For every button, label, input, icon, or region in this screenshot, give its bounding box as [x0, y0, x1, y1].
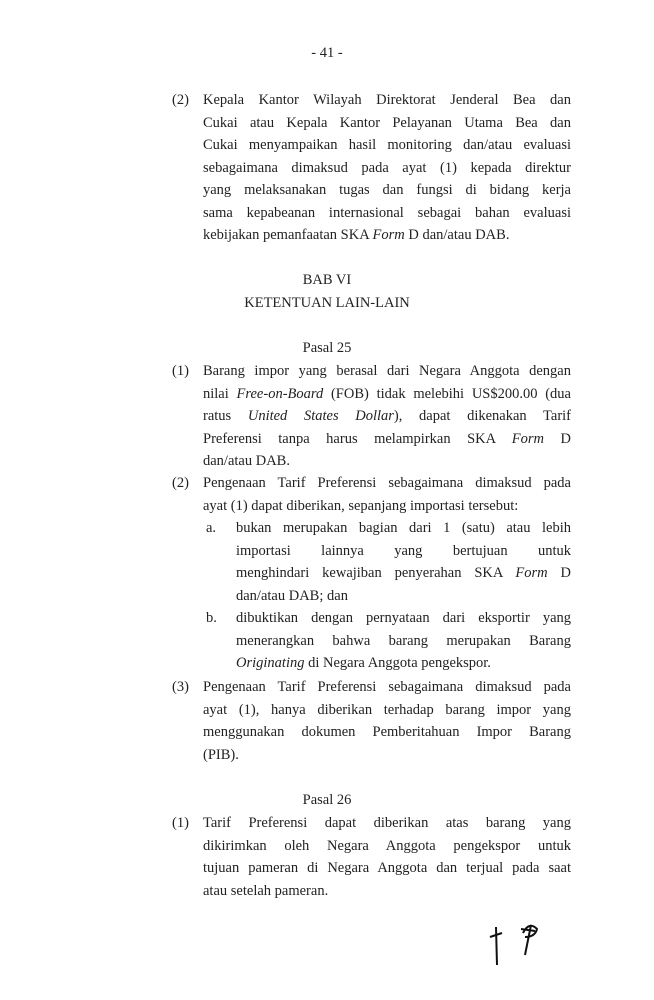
paragraph — [203, 472, 571, 517]
chapter-subtitle: KETENTUAN LAIN-LAIN — [244, 295, 410, 311]
text-line — [203, 202, 571, 225]
text-segment: ratus — [203, 408, 248, 424]
text-segment: Pengenaan Tarif Preferensi sebagaimana dimaksud pada — [203, 475, 571, 491]
text-segment: atau setelah pameran. — [203, 882, 329, 899]
text-line — [203, 428, 571, 451]
text-line — [203, 676, 571, 699]
item-number: (1) — [172, 363, 189, 379]
text-line — [236, 517, 571, 540]
text-segment: dan/atau DAB; dan — [236, 587, 348, 604]
text-line — [203, 721, 571, 744]
text-segment: ayat (1) dapat diberikan, sepanjang importasi tersebut: — [203, 497, 519, 514]
text-segment: (PIB). — [203, 746, 239, 763]
text-segment: Cukai atau Kepala Kantor Pelayanan Utama Bea dan — [203, 114, 571, 131]
text-line — [203, 857, 571, 880]
italic-text: Originating — [236, 655, 305, 671]
item-number: (2) — [172, 92, 189, 108]
text-line — [203, 134, 571, 157]
text-line — [203, 383, 571, 406]
sub-paragraph — [236, 607, 571, 675]
text-line — [203, 880, 571, 903]
text-segment: Tarif Preferensi dapat diberikan atas barang yang — [203, 815, 571, 831]
text-segment: Pengenaan Tarif Preferensi sebagaimana dimaksud pada — [203, 679, 571, 695]
page-number: - 41 - — [311, 45, 343, 61]
paragraph — [203, 89, 571, 247]
sub-item-letter: b. — [206, 610, 217, 626]
text-line — [203, 112, 571, 135]
text-segment: importasi lainnya yang bertujuan untuk — [236, 542, 571, 559]
text-line — [203, 812, 571, 835]
text-segment: dan/atau DAB. — [203, 453, 290, 469]
text-segment: yang melaksanakan tugas dan fungsi di bidang kerja — [203, 182, 571, 198]
italic-text: United States Dollar — [247, 408, 394, 424]
chapter-title: BAB VI — [302, 272, 352, 288]
text-segment: tujuan pameran di Negara Anggota dan terjual pada saat — [203, 860, 571, 876]
text-segment: dikirimkan oleh Negara Anggota pengekspor untuk — [203, 837, 571, 854]
text-segment: menggunakan dokumen Pemberitahuan Impor Barang — [203, 724, 571, 740]
text-line — [203, 744, 571, 767]
text-line — [203, 405, 571, 428]
italic-text: Free-on-Board — [236, 385, 324, 402]
text-segment: Preferensi tanpa harus melampirkan SKA — [203, 430, 512, 447]
italic-text: Form — [511, 430, 545, 447]
text-line — [203, 224, 571, 247]
text-segment: D dan/atau DAB. — [404, 227, 510, 243]
text-line — [203, 699, 571, 722]
paragraph — [203, 812, 571, 902]
text-line — [203, 450, 571, 473]
handwritten-initials — [485, 915, 555, 975]
text-segment: D — [544, 430, 571, 447]
paragraph — [203, 360, 571, 473]
text-segment: Kepala Kantor Wilayah Direktorat Jenderal Bea dan — [203, 92, 571, 108]
text-line — [236, 630, 571, 653]
paragraph — [203, 676, 571, 766]
sub-item-letter: a. — [206, 520, 217, 536]
text-segment: sama kepabeanan internasional sebagai bahan evaluasi — [203, 204, 571, 221]
text-line — [203, 157, 571, 180]
italic-text: Form — [515, 565, 548, 581]
text-segment: menerangkan bahwa barang merupakan Barang — [236, 632, 571, 649]
item-number: (2) — [172, 475, 189, 491]
text-segment: nilai — [203, 385, 237, 402]
text-segment: menghindari kewajiban penyerahan SKA — [236, 565, 516, 581]
text-line — [236, 607, 571, 630]
text-segment: (FOB) tidak melebihi US$200.00 (dua — [323, 385, 571, 402]
text-line — [236, 562, 571, 585]
text-segment: kebijakan pemanfaatan SKA — [203, 227, 373, 243]
text-line — [203, 179, 571, 202]
text-segment: sebagaimana dimaksud pada ayat (1) kepada direktur — [203, 159, 571, 176]
text-line — [203, 835, 571, 858]
text-line — [203, 360, 571, 383]
text-line — [203, 472, 571, 495]
text-line — [203, 495, 571, 518]
text-segment: dibuktikan dengan pernyataan dari eksportir yang — [236, 610, 571, 626]
item-number: (3) — [172, 679, 189, 695]
text-segment: Cukai menyampaikan hasil monitoring dan/atau evaluasi — [203, 137, 571, 153]
text-line — [236, 585, 571, 608]
text-segment: D — [547, 565, 571, 581]
text-segment: Barang impor yang berasal dari Negara Anggota dengan — [203, 363, 571, 379]
pasal-26-heading: Pasal 26 — [302, 792, 352, 808]
text-line — [236, 652, 571, 675]
text-segment: ), dapat dikenakan Tarif — [393, 408, 572, 424]
pasal-25-heading: Pasal 25 — [302, 340, 352, 356]
item-number: (1) — [172, 815, 189, 831]
text-segment: di Negara Anggota pengekspor. — [304, 655, 491, 671]
text-segment: ayat (1), hanya diberikan terhadap barang impor yang — [203, 701, 571, 718]
text-segment: bukan merupakan bagian dari 1 (satu) atau lebih — [236, 520, 571, 536]
sub-paragraph — [236, 517, 571, 607]
italic-text: Form — [372, 227, 405, 243]
text-line — [236, 540, 571, 563]
text-line — [203, 89, 571, 112]
